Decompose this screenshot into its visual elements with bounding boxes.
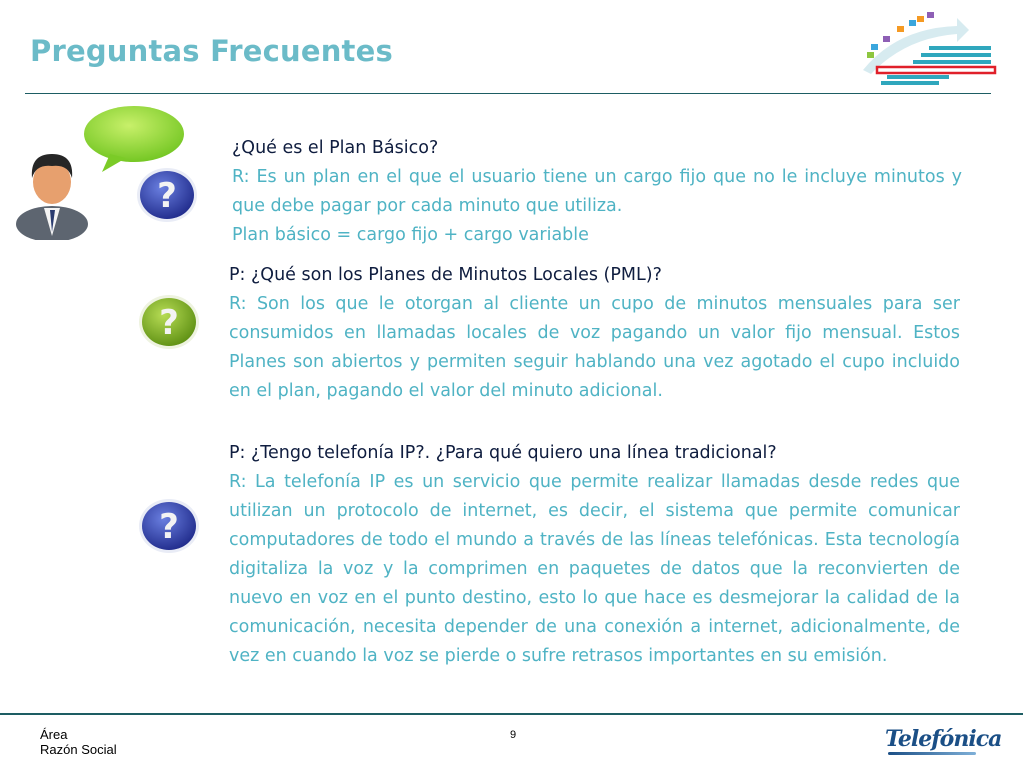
- svg-text:?: ?: [159, 303, 179, 343]
- logo-swoosh-icon: [888, 752, 976, 755]
- question-text: P: ¿Tengo telefonía IP?. ¿Para qué quiero una línea tradicional?: [229, 443, 777, 463]
- question-icon-blue: [136, 166, 198, 224]
- question-icon-blue: [138, 497, 200, 555]
- page-title: Preguntas Frecuentes: [30, 34, 393, 68]
- page-number: 9: [510, 729, 517, 741]
- answer-text: R: Es un plan en el que el usuario tiene un cargo fijo que no le incluye minutos y que debe pagar por cada minuto que utiliza.: [232, 167, 962, 216]
- question-text: ¿Qué es el Plan Básico?: [232, 138, 439, 158]
- telefonica-logo: Telefónica: [885, 726, 1002, 752]
- footer-info: [40, 727, 117, 757]
- qa-block-3: [229, 439, 960, 671]
- speech-bubble-icon: [80, 104, 186, 174]
- question-text: P: ¿Qué son los Planes de Minutos Locales (PML)?: [229, 265, 662, 285]
- person-avatar-icon: [14, 148, 90, 240]
- footer-divider: [0, 713, 1023, 715]
- qa-block-2: [229, 261, 960, 406]
- svg-text:?: ?: [157, 176, 177, 216]
- footer-company-label: Razón Social: [40, 742, 117, 757]
- answer-formula: Plan básico = cargo fijo + cargo variable: [232, 225, 589, 245]
- question-icon-green: [138, 293, 200, 351]
- title-divider: [25, 93, 991, 94]
- answer-text: R: La telefonía IP es un servicio que permite realizar llamadas desde redes que utilizan un protocolo de internet, es decir, el sistema que permite comunicar computadores de todo el mundo a través de las líneas telefónicas. Esta tecnología digitaliza la voz y la comprimen en paquetes de datos que la reconvierten de nuevo en voz en el punto destino, esto lo que hace es desmejorar la calidad de la comunicación, necesita depender de una conexión a internet, adicionalmente, de vez en cuando la voz se pierde o sufre retrasos importantes en su emisión.: [229, 472, 960, 666]
- svg-text:?: ?: [159, 507, 179, 547]
- answer-text: R: Son los que le otorgan al cliente un cupo de minutos mensuales para ser consumidos en llamadas locales de voz pagando un valor fijo mensual. Estos Planes son abiertos y permiten seguir hablando una vez agotado el cupo incluido en el plan, pagando el valor del minuto adicional.: [229, 294, 960, 401]
- qa-block-1: [232, 134, 962, 250]
- progress-diagram-icon: [857, 8, 999, 88]
- footer-area-label: Área: [40, 727, 68, 742]
